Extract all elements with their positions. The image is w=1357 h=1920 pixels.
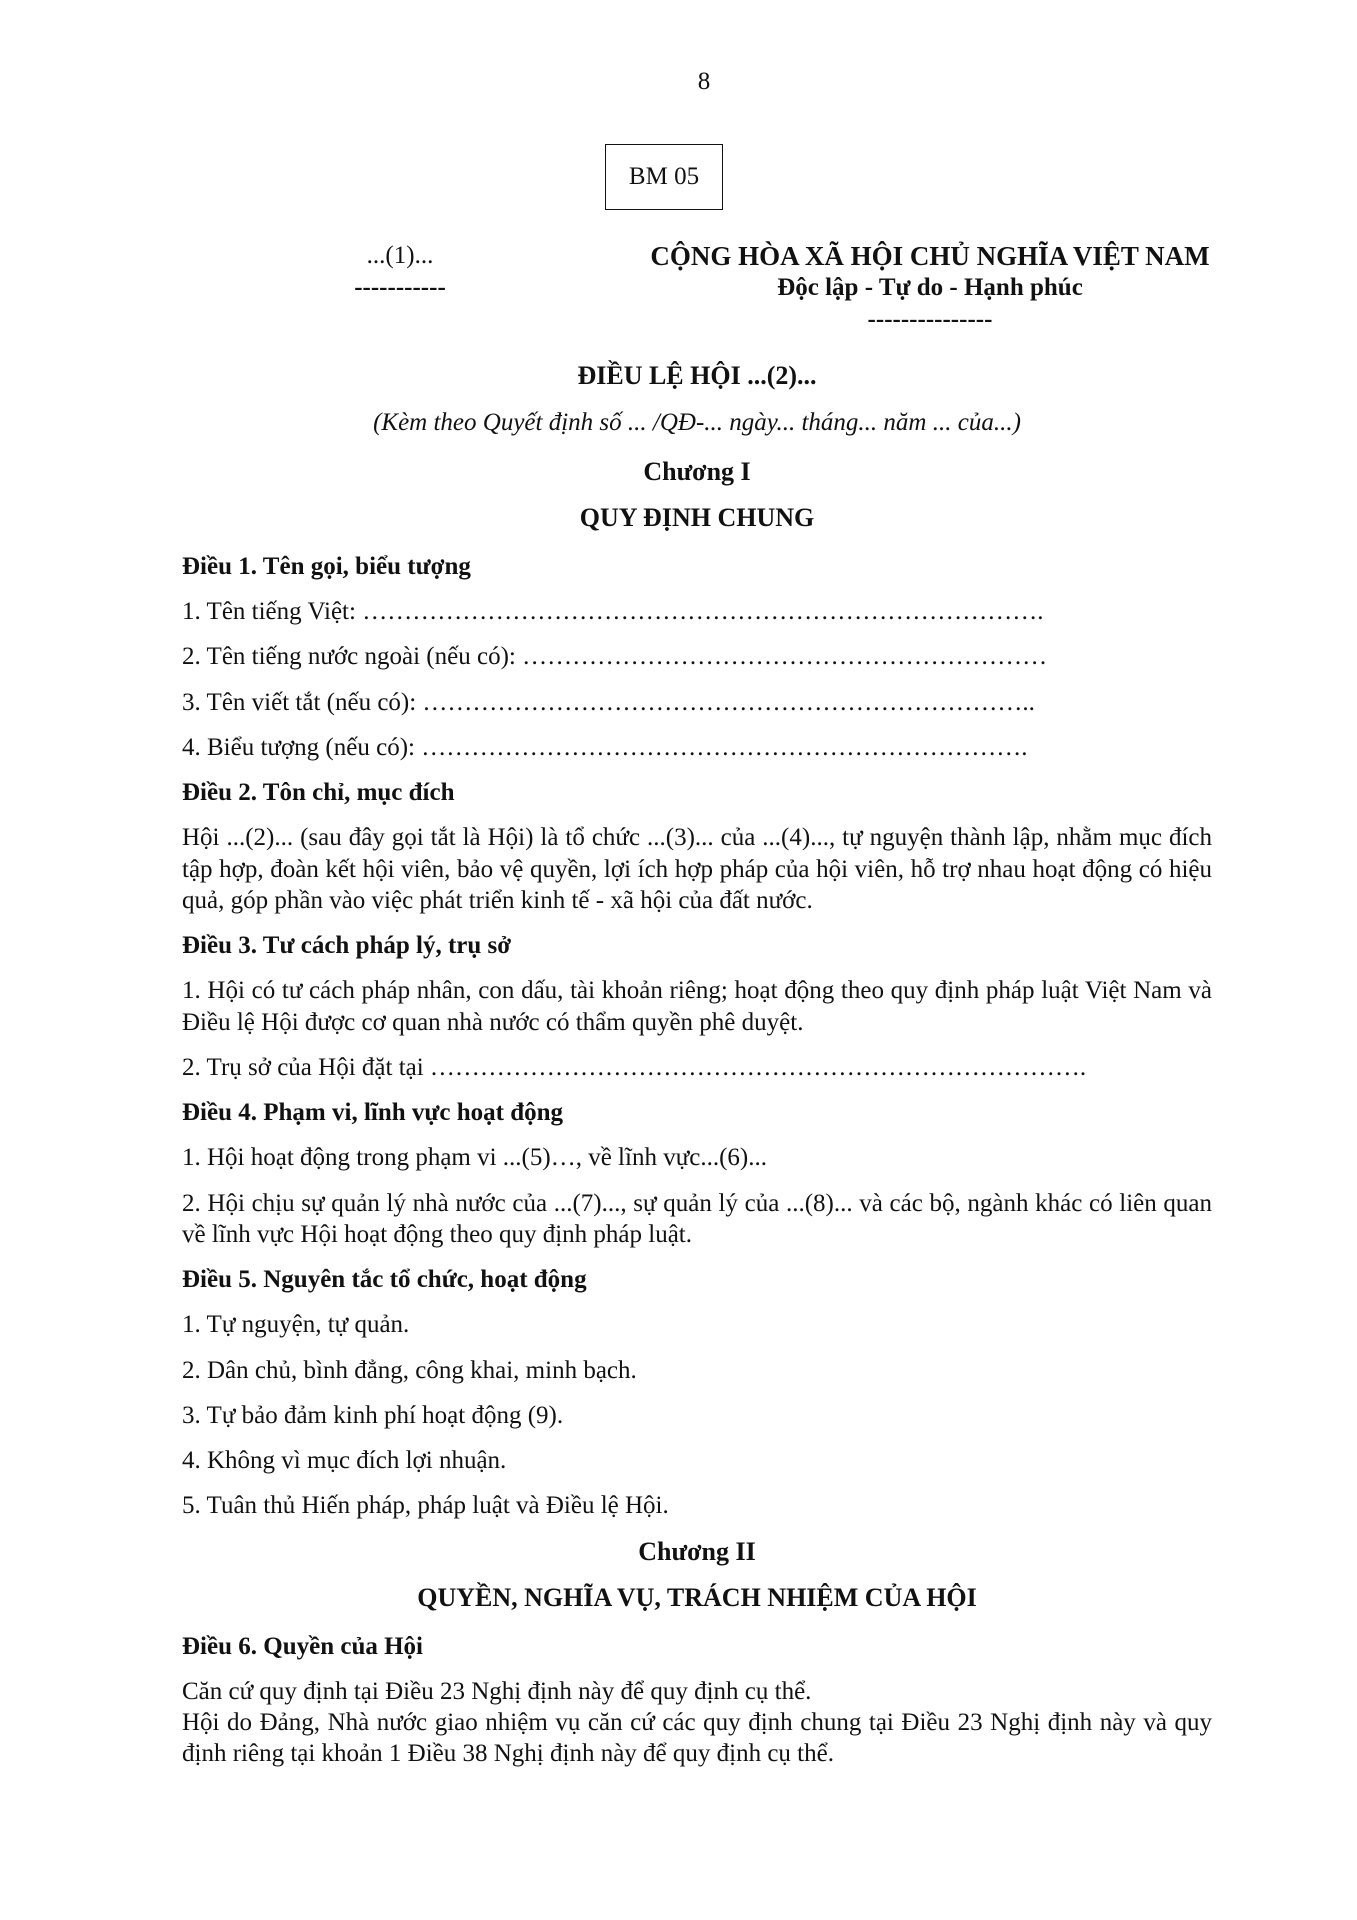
page-number: 8 <box>697 68 711 95</box>
agency-rule: ----------- <box>354 274 446 301</box>
article-1-item: 2. Tên tiếng nước ngoài (nếu có): ……………………………………………………… <box>182 643 1048 671</box>
form-code-box <box>605 144 723 210</box>
national-motto: Độc lập - Tự do - Hạnh phúc <box>777 274 1083 301</box>
article-5-item: 4. Không vì mục đích lợi nhuận. <box>182 1447 507 1474</box>
nation-name: CỘNG HÒA XÃ HỘI CHỦ NGHĨA VIỆT NAM <box>650 241 1210 271</box>
article-3-item: 1. Hội có tư cách pháp nhân, con dấu, tài khoản riêng; hoạt động theo quy định pháp luật Việt Nam và Điều lệ Hội được cơ quan nhà nước có thẩm quyền phê duyệt. <box>182 977 1212 1036</box>
article-5-item: 1. Tự nguyện, tự quản. <box>182 1311 410 1339</box>
article-1-item: 3. Tên viết tắt (nếu có): ……………………………………………………………….. <box>182 688 1035 716</box>
document-title: ĐIỀU LỆ HỘI ...(2)... <box>577 361 817 390</box>
article-5-item: 3. Tự bảo đảm kinh phí hoạt động (9). <box>182 1401 564 1429</box>
article-1-heading: Điều 1. Tên gọi, biểu tượng <box>182 552 471 580</box>
article-4-heading: Điều 4. Phạm vi, lĩnh vực hoạt động <box>182 1099 564 1126</box>
article-5-heading: Điều 5. Nguyên tắc tổ chức, hoạt động <box>182 1266 587 1293</box>
chapter-2-label: Chương II <box>638 1536 756 1566</box>
article-3-item: 2. Trụ sở của Hội đặt tại ……………………………………………………………………. <box>182 1053 1087 1081</box>
national-header <box>600 240 1260 336</box>
article-4-item: 1. Hội hoạt động trong phạm vi ...(5)…, về lĩnh vực...(6)... <box>182 1144 767 1172</box>
form-code: BM 05 <box>628 163 700 191</box>
article-4-item: 2. Hội chịu sự quản lý nhà nước của ...(7)..., sự quản lý của ...(8)... và các bộ, ngành khác có liên quan về lĩnh vực Hội hoạt động theo quy định pháp luật. <box>182 1189 1212 1248</box>
article-6-line: Hội do Đảng, Nhà nước giao nhiệm vụ căn cứ các quy định chung tại Điều 23 Nghị định này và quy định riêng tại khoản 1 Điều 38 Nghị định này để quy định cụ thể. <box>182 1709 1212 1768</box>
article-2-heading: Điều 2. Tôn chỉ, mục đích <box>182 779 455 806</box>
agency-header <box>240 240 560 304</box>
article-2-body: Hội ...(2)... (sau đây gọi tắt là Hội) là tổ chức ...(3)... của ...(4)..., tự nguyện thành lập, nhằm mục đích tập hợp, đoàn kết hội viên, bảo vệ quyền, lợi ích hợp pháp của hội viên, hỗ trợ nhau hoạt động có hiệu quả, góp phần vào việc phát triển kinh tế - xã hội của đất nước. <box>182 824 1212 914</box>
document-subtitle: (Kèm theo Quyết định số ... /QĐ-... ngày... tháng... năm ... của...) <box>373 408 1021 436</box>
article-5-item: 2. Dân chủ, bình đẳng, công khai, minh bạch. <box>182 1356 637 1384</box>
article-1-item: 4. Biểu tượng (nếu có): ………………………………………………………………. <box>182 733 1028 761</box>
chapter-1-label: Chương I <box>643 456 751 486</box>
article-6-heading: Điều 6. Quyền của Hội <box>182 1632 423 1660</box>
agency-name: ...(1)... <box>366 242 434 269</box>
article-3-heading: Điều 3. Tư cách pháp lý, trụ sở <box>182 932 512 959</box>
chapter-2-title: QUYỀN, NGHĨA VỤ, TRÁCH NHIỆM CỦA HỘI <box>417 1583 977 1612</box>
article-1-item: 1. Tên tiếng Việt: ………………………………………………………………………. <box>182 598 1044 625</box>
document-body <box>182 360 1212 1784</box>
motto-rule: --------------- <box>867 306 993 333</box>
chapter-1-title: QUY ĐỊNH CHUNG <box>579 503 815 533</box>
article-6-line: Căn cứ quy định tại Điều 23 Nghị định này để quy định cụ thể. <box>182 1677 812 1705</box>
article-5-item: 5. Tuân thủ Hiến pháp, pháp luật và Điều lệ Hội. <box>182 1492 669 1520</box>
